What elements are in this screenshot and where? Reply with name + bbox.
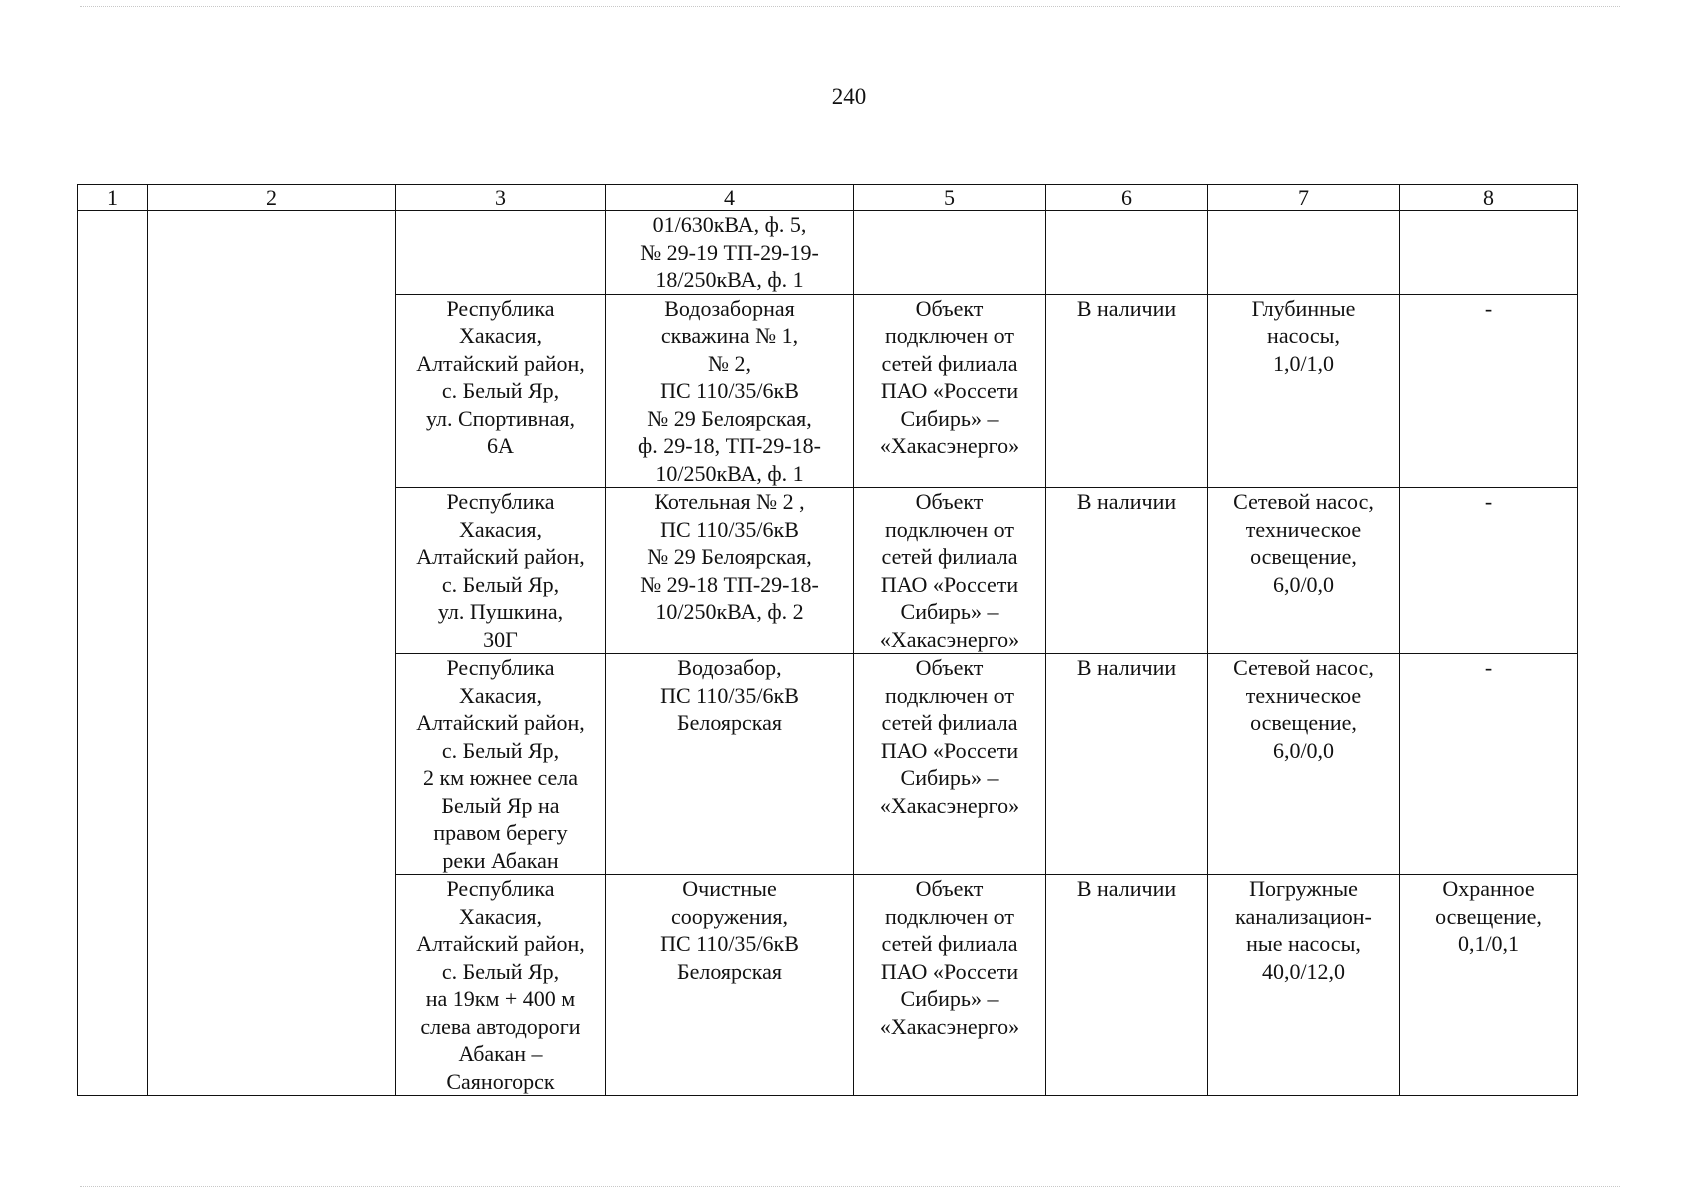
power-source-cell [606,294,854,488]
cell-line: подключен от [884,323,1015,348]
cell-line: Объект [915,876,984,901]
cell-line: В наличии [1076,876,1177,901]
col-1-cell [78,211,148,1096]
cell-line: ПС 110/35/6кВ [660,682,799,708]
cell-line: канализацион- [1235,903,1372,929]
cell-line: Погружные [1249,876,1358,901]
cell-line: 2 км южнее села [422,765,579,790]
other-cell [1400,654,1578,875]
power-source-cell [606,875,854,1096]
cell-line: Саяногорск [446,1068,555,1094]
header-col-4: 4 [606,185,854,211]
cell-line: 10/250кВА, ф. 2 [655,599,804,624]
cell-line: Хакасия, [459,682,542,708]
cell-line: № 29 Белоярская, [647,544,812,569]
cell-line: 40,0/12,0 [1261,958,1346,984]
connection-cell [854,488,1046,654]
cell-line: Республика [446,876,555,901]
cell-line: Хакасия, [459,903,542,929]
data-table [77,184,1578,1096]
cell-line: ные насосы, [1246,931,1361,956]
cell-line: на 19км + 400 м [425,986,576,1011]
cell-line: Водозабор, [677,655,782,680]
header-col-7: 7 [1208,185,1400,211]
cell-line: 0,1/0,1 [1457,931,1520,956]
cell-line: Абакан – [458,1041,543,1066]
cell-line: Объект [915,295,984,321]
cell-line: Сетевой насос, [1233,655,1374,680]
address-cell [396,294,606,488]
cell-line: «Хакасэнерго» [879,433,1020,458]
availability-cell [1046,488,1208,654]
cell-line: сетей филиала [881,350,1018,376]
cell-line: Глубинные [1251,295,1356,321]
cell-line: освещение, [1250,710,1357,735]
cell-line: Очистные [682,876,777,901]
cell-line: № 29 Белоярская, [647,405,812,431]
other-cell [1400,488,1578,654]
cell-line: ПАО «Россети [880,737,1019,763]
power-source-cell [606,488,854,654]
cell-line: Котельная № 2 , [654,489,805,514]
cell-line: сетей филиала [881,710,1018,735]
cell-line: Сибирь» – [900,765,999,790]
cell-line: правом берегу [433,820,568,845]
equipment-cell [1208,211,1400,295]
page-number: 240 [831,84,867,109]
cell-line: насосы, [1267,323,1340,348]
power-source-cell [606,211,854,295]
cell-line: «Хакасэнерго» [879,1013,1020,1039]
equipment-cell [1208,294,1400,488]
cell-line: ул. Пушкина, [437,599,564,624]
scan-edge-bottom [80,1186,1620,1188]
cell-line: ПАО «Россети [880,958,1019,984]
cell-line: с. Белый Яр, [441,958,560,984]
cell-line: Охранное [1442,876,1535,901]
cell-line: ПС 110/35/6кВ [660,378,799,403]
cell-line: 30Г [483,626,518,652]
cell-line: 1,0/1,0 [1272,350,1335,376]
cell-line: 18/250кВА, ф. 1 [655,267,804,292]
cell-line: № 29-19 ТП-29-19- [640,239,819,265]
cell-line: № 29-18 ТП-29-18- [640,571,819,597]
cell-line: 10/250кВА, ф. 1 [655,460,804,486]
cell-line: ПАО «Россети [880,378,1019,403]
cell-line: подключен от [884,516,1015,542]
cell-line: - [1484,295,1493,321]
cell-line: подключен от [884,903,1015,929]
cell-line: Сетевой насос, [1233,489,1374,514]
power-source-cell [606,654,854,875]
cell-line: Республика [446,489,555,514]
cell-line: Объект [915,489,984,514]
cell-line: 6,0/0,0 [1272,571,1335,597]
connection-cell [854,294,1046,488]
cell-line: 6А [487,433,514,458]
connection-cell [854,875,1046,1096]
cell-line: - [1484,655,1493,680]
cell-line: Сибирь» – [900,405,999,431]
cell-line: Республика [446,295,555,321]
cell-line: слева автодороги [420,1013,581,1039]
cell-line: освещение, [1250,544,1357,569]
cell-line: 6,0/0,0 [1272,737,1335,763]
cell-line: ПС 110/35/6кВ [660,516,799,542]
cell-line: сетей филиала [881,931,1018,956]
cell-line: сооружения, [670,903,789,929]
cell-line: Алтайский район, [416,544,585,569]
equipment-cell [1208,875,1400,1096]
cell-line: Хакасия, [459,323,542,348]
cell-line: «Хакасэнерго» [879,626,1020,652]
header-row [78,185,1578,211]
cell-line: с. Белый Яр, [441,737,560,763]
availability-cell [1046,211,1208,295]
cell-line: В наличии [1076,655,1177,680]
address-cell [396,654,606,875]
cell-line: подключен от [884,682,1015,708]
cell-line: Республика [446,655,555,680]
cell-line: Алтайский район, [416,710,585,735]
cell-line: ПАО «Россети [880,571,1019,597]
header-col-5: 5 [854,185,1046,211]
cell-line: Белоярская [676,710,783,735]
cell-line: с. Белый Яр, [441,571,560,597]
cell-line: с. Белый Яр, [441,378,560,403]
address-cell [396,488,606,654]
header-col-1: 1 [78,185,148,211]
cell-line: сетей филиала [881,544,1018,569]
header-col-3: 3 [396,185,606,211]
cell-line: Белоярская [676,958,783,984]
other-cell [1400,875,1578,1096]
address-cell [396,211,606,295]
cell-line: ф. 29-18, ТП-29-18- [638,433,821,458]
equipment-cell [1208,488,1400,654]
cell-line: Водозаборная [664,295,795,321]
connection-cell [854,654,1046,875]
cell-line: № 2, [708,350,751,376]
header-col-2: 2 [148,185,396,211]
cell-line: освещение, [1435,903,1542,929]
other-cell [1400,211,1578,295]
header-col-8: 8 [1400,185,1578,211]
availability-cell [1046,875,1208,1096]
header-col-6: 6 [1046,185,1208,211]
equipment-cell [1208,654,1400,875]
cell-line: ул. Спортивная, [425,405,576,431]
cell-line: «Хакасэнерго» [879,792,1020,818]
cell-line: Белый Яр на [441,792,560,818]
cell-line: Сибирь» – [900,986,999,1011]
availability-cell [1046,294,1208,488]
cell-line: Алтайский район, [416,931,585,956]
availability-cell [1046,654,1208,875]
cell-line: 01/630кВА, ф. 5, [652,212,807,237]
other-cell [1400,294,1578,488]
table-row [78,211,1578,295]
cell-line: реки Абакан [442,847,559,873]
cell-line: Объект [915,655,984,680]
cell-line: техническое [1245,516,1362,542]
cell-line: ПС 110/35/6кВ [660,931,799,956]
cell-line: - [1484,489,1493,514]
scan-edge-top [80,6,1620,8]
cell-line: скважина № 1, [660,323,799,348]
cell-line: Алтайский район, [416,350,585,376]
connection-cell [854,211,1046,295]
cell-line: В наличии [1076,489,1177,514]
col-2-cell [148,211,396,1096]
address-cell [396,875,606,1096]
cell-line: техническое [1245,682,1362,708]
cell-line: Сибирь» – [900,599,999,624]
cell-line: В наличии [1076,295,1177,321]
cell-line: Хакасия, [459,516,542,542]
